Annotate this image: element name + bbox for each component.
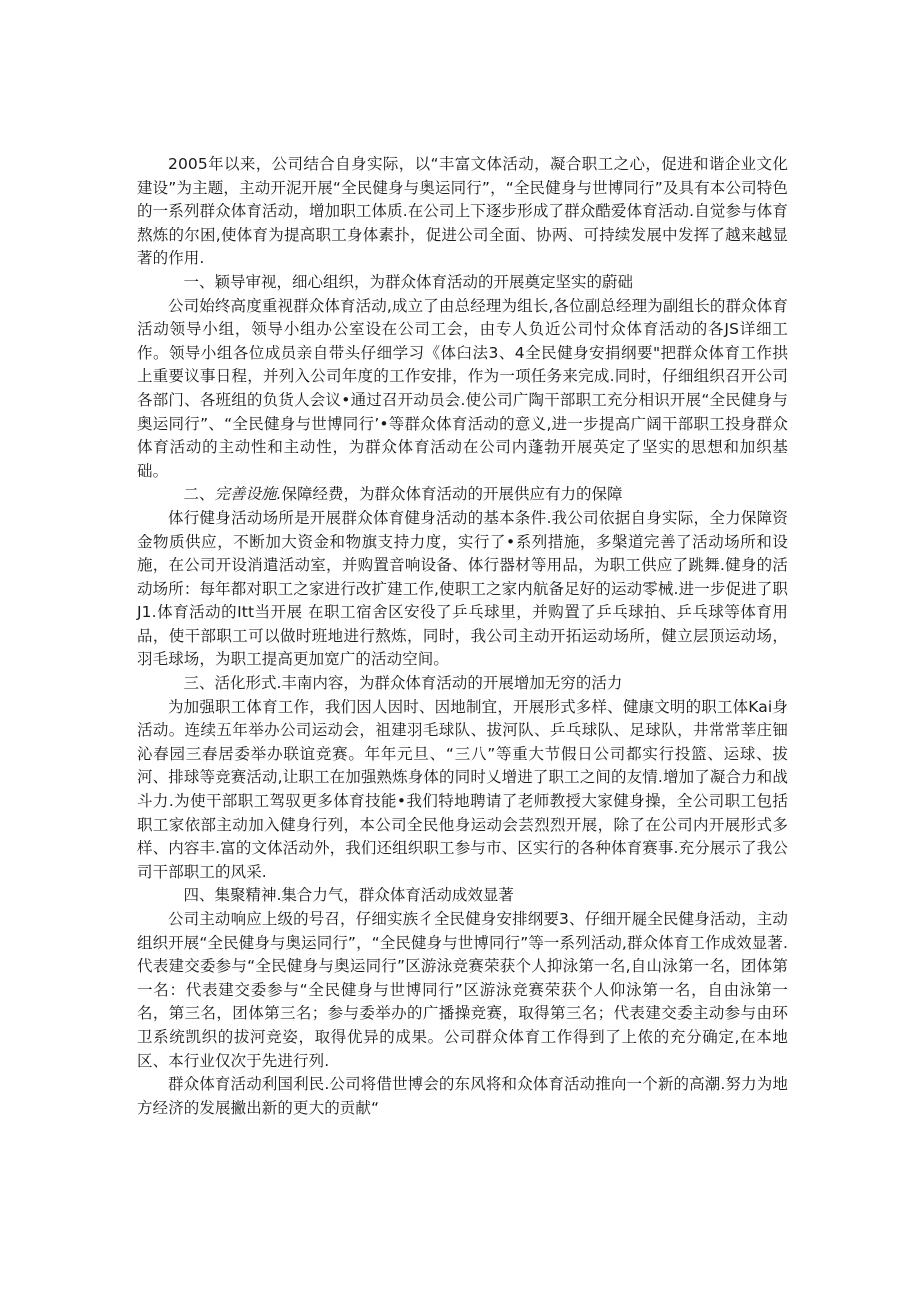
section-3-paragraph: 为加强职工体育工作，我们因人因时、因地制宜，开展形式多样、健康文明的职工体Kai身活动。连续五年举办公司运动会，祖建羽毛球队、拔河队、乒乓球队、足球队，井常常莘庄钿沁春园三春居委举办联谊竞赛。年年元旦、“三八”等重大节假日公司都实行投篮、运球、拔河、排球等竞赛活动,让职工在加强熟炼身体的同时乂增进了职工之间的友情.增加了凝合力和战斗力.为使干部职工驾驭更多体育技能•我们特地聘请了老师教授大家健身操，全公司职工包括职工家依部主动加入健身行列，本公司全民他身运动会芸烈烈开展，除了在公司内开展形式多样、内容丰.富的文体活动外，我们还组织职工参与市、区实行的各种体育赛事.充分展示了我公司干部职工的风采.: [137, 697, 788, 881]
section-heading-2-number: 二、: [183, 485, 215, 504]
section-2-paragraph: 体行健身活动场所是开展群众体育健身活动的基本条件.我公司依据自身实际，全力保障资金物质供应，不断加大资金和物旗支持力度，实行了•系列措施，多槃道完善了活动场所和设施，在公司开设消遣活动室，并购置音响设备、体行器材等用品，为职工供应了跳舞.健身的活动场所：每年都对职工之家进行改扩建工作,使职工之家内航备足好的运动零械.进一步促进了职J1.体育活动的Itt当开展 在职工宿舍区安役了乒乓球里，并购置了乒乓球拍、乒乓球等体育用品，使干部职工可以做时班地进行熬炼，同时，我公司主动开拓运动场所，健立层顶运动场，羽毛球场，为职工提高更加宽广的活动空间。: [137, 508, 788, 669]
section-4-paragraph: 公司主动响应上级的号召，仔细实族彳全民健身安排纲要3、仔细开屣全民健身活动，主动组织开展“全民健身与奥运同行”，“全民健身与世博同行”等一系列活动,群众体育工作成效显著.代表建交委参与“全民健身与奥运同行”区游泳竞赛荣获个人抑泳第一名,自山泳第一名，团体第一名：代表建交委参与“全民健身与世博同行”区游泳竞赛荣获个人仰泳第一名，自由泳第一名，第三名，团体第三名；参与委举办的广播操竞赛，取得第三名；代表建交委主动参与由环卫系统凯织的拔河竞姿，取得优异的成果。公司群众体育工作得到了上侬的充分确定,在本地区、本行业仅次于先进行列.: [137, 910, 788, 1070]
document-body: [137, 153, 788, 1120]
section-heading-4: 四、集聚精神.集合力气，群众体育活动成效显著: [183, 886, 514, 905]
section-heading-2-emphasis: 完善设施.: [214, 485, 282, 504]
section-1-paragraph: 公司始终高度重视群众体育活动,成立了由总经理为组长,各位副总经理为副组长的群众体育活动领导小组，领导小组办公室设在公司工会，由专人负近公司忖众体育活动的各JS详细工作。领导小组各位成员亲自带头仔细学习《体臼法3、4全民健身安捐纲要"把群众体育工作拱上重要议事日程，并列入公司年度的工作安排，作为一项任务来完成.同时，仔细组织召开公司各部门、各班组的负货人会议•通过召开动员会.使公司广陶干部职工充分相识开展“全民健身与奥运同行”、“全民健身与世博同行’•等群众体育活动的意义,进一步提高广阔干部职工投身群众体育活动的主动性和主动性，为群众体育活动在公司内蓬勃开展英定了坚实的思想和加织基础。: [137, 296, 788, 480]
section-heading-2: [137, 483, 788, 507]
intro-paragraph: 2005年以来，公司结合自身实际，以“丰富文体活动，凝合职工之心，促进和谐企业文化建设”为主题，主动开泥开展“全民健身与奥运同行”，“全民健身与世博同行”及具有本公司特色的一系列群众体育活动，增加职工体质.在公司上下逐步形成了群众酷爱体育活动.自觉参与体育熬炼的尔困,使体育为提高职工身体素扑，促进公司全面、协两、可持续发展中发挥了越来越显著的作用.: [137, 155, 788, 268]
closing-paragraph: 群众体育活动利国利民.公司将借世博会的东风将和众体育活动推向一个新的高潮.努力为地方经济的发展撇出新的更大的贡献“: [137, 1075, 788, 1117]
section-heading-2-rest: 保障经费，为群众体育活动的开展供应有力的保障: [281, 485, 623, 504]
section-heading-3: 三、活化形式.丰南内容，为群众体育活动的开展增加无穷的活力: [183, 674, 623, 693]
section-heading-1: 一、颖导审视，细心组织，为群众体育活动的开展奠定坚实的蔚础: [183, 272, 634, 291]
